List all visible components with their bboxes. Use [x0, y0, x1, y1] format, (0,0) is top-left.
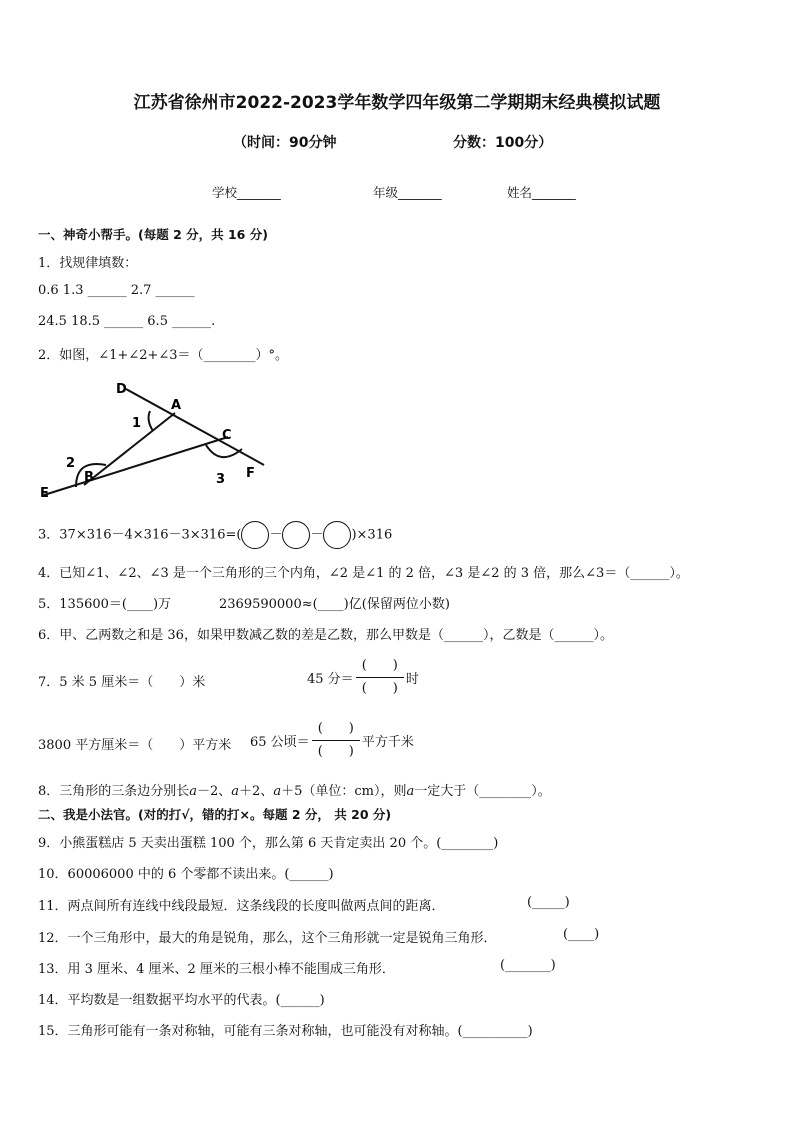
question-7b-post: 时	[405, 672, 419, 687]
question-7d-pre: 65 公顷＝	[250, 735, 310, 750]
arc-1	[149, 411, 153, 431]
question-7b-pre: 45 分＝	[307, 672, 354, 687]
angle-2-label: 2	[66, 456, 76, 471]
angle-3-label: 3	[216, 472, 226, 487]
fraction-numerator: ( )	[356, 655, 404, 678]
label-E: E	[40, 486, 49, 501]
question-3-pre: 3．37×316－4×316－3×316=(	[38, 527, 242, 543]
question-3-minus: －	[269, 527, 283, 543]
question-8: 8．三角形的三条边分别长𝑎－2、𝑎＋2、𝑎＋5（单位：cm），则𝑎一定大于（________）。	[38, 784, 551, 799]
grade-field: 年级_______	[373, 185, 442, 200]
question-7c: 3800 平方厘米＝（ ）平方米	[38, 738, 232, 753]
fraction-7d	[312, 718, 360, 763]
question-14: 14．平均数是一组数据平均水平的代表。(______)	[38, 993, 325, 1008]
question-11-answer: (_____)	[527, 895, 570, 910]
question-9: 9．小熊蛋糕店 5 天卖出蛋糕 100 个，那么第 6 天肯定卖出 20 个。(________)	[38, 836, 499, 851]
question-13-answer: (_______)	[500, 958, 556, 973]
question-3-post: )×316	[351, 527, 393, 543]
question-6: 6．甲、乙两数之和是 36，如果甲数减乙数的差是乙数，那么甲数是（______），乙数是（______）。	[38, 628, 613, 643]
section-2-heading: 二、我是小法官。(对的打√，错的打×。每题 2 分， 共 20 分)	[38, 807, 392, 822]
question-5b: 2369590000≈(____)亿(保留两位小数)	[219, 597, 450, 612]
label-C: C	[222, 428, 232, 443]
angle-1-label: 1	[132, 416, 142, 431]
question-2: 2．如图，∠1+∠2+∠3＝（________）°。	[38, 348, 289, 363]
question-13: 13．用 3 厘米、4 厘米、2 厘米的三根小棒不能围成三角形．	[38, 962, 395, 977]
fraction-denominator: ( )	[361, 681, 398, 696]
label-F: F	[246, 466, 255, 481]
section-1-heading: 一、神奇小帮手。(每题 2 分，共 16 分)	[38, 227, 268, 242]
line-BA	[84, 413, 175, 485]
question-10: 10．60006000 中的 6 个零都不读出来。(______)	[38, 867, 334, 882]
blank-circle-1[interactable]	[241, 521, 269, 549]
name-field: 姓名_______	[507, 185, 576, 200]
question-4: 4．已知∠1、∠2、∠3 是一个三角形的三个内角，∠2 是∠1 的 2 倍，∠3 是∠2 的 3 倍，那么∠3＝（______）。	[38, 566, 689, 581]
question-1a: 0.6 1.3 ______ 2.7 ______	[38, 283, 195, 298]
fraction-7b	[356, 655, 404, 700]
question-7b	[307, 655, 419, 700]
question-12: 12．一个三角形中，最大的角是锐角，那么，这个三角形就一定是锐角三角形．	[38, 931, 497, 946]
school-field: 学校_______	[212, 185, 281, 200]
angle-figure	[36, 375, 276, 505]
exam-score: 分数：100分）	[453, 135, 553, 151]
question-7a: 7．5 米 5 厘米＝（ ）米	[38, 675, 206, 690]
question-7d-post: 平方千米	[361, 735, 414, 750]
label-B: B	[84, 470, 94, 485]
fraction-numerator: ( )	[312, 718, 360, 741]
question-1: 1．找规律填数：	[38, 256, 138, 271]
line-DF	[126, 389, 264, 465]
question-1b: 24.5 18.5 ______ 6.5 ______.	[38, 314, 216, 329]
blank-circle-3[interactable]	[323, 521, 351, 549]
label-A: A	[171, 398, 182, 413]
exam-time: （时间：90分钟	[233, 135, 337, 151]
blank-circle-2[interactable]	[282, 521, 310, 549]
question-15: 15．三角形可能有一条对称轴，可能有三条对称轴，也可能没有对称轴。(__________)	[38, 1024, 533, 1039]
label-D: D	[116, 382, 127, 397]
fraction-denominator: ( )	[317, 744, 354, 759]
question-5a: 5．135600＝(____)万	[38, 597, 172, 612]
question-3-minus: －	[310, 527, 324, 543]
question-7d	[250, 718, 414, 763]
question-3	[38, 521, 392, 549]
exam-title: 江苏省徐州市2022-2023学年数学四年级第二学期期末经典模拟试题	[133, 93, 661, 113]
question-11: 11．两点间所有连线中线段最短．这条线段的长度叫做两点间的距离．	[38, 899, 445, 914]
question-12-answer: (____)	[563, 927, 600, 942]
